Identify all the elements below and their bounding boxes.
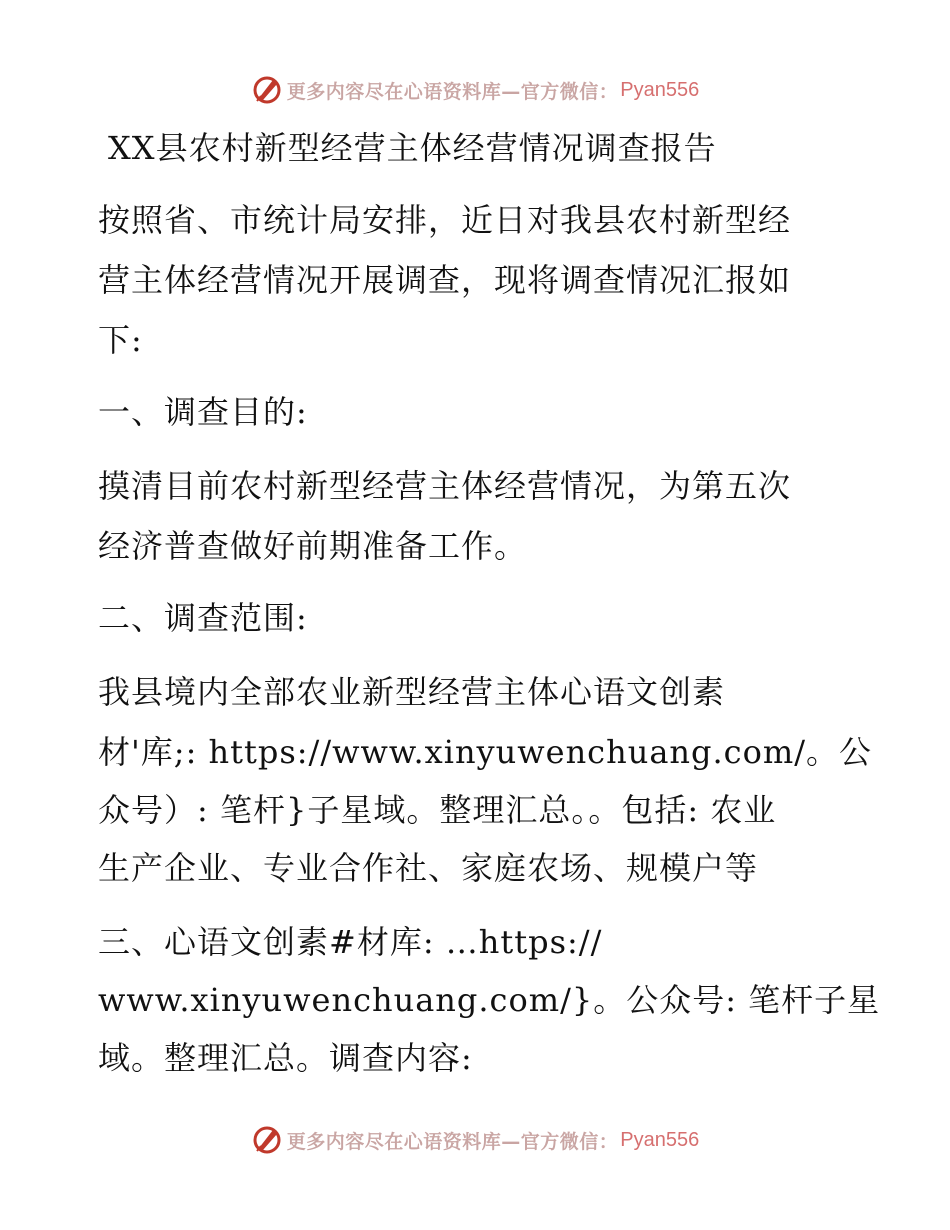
purpose-line-2: 经济普查做好前期准备工作。 — [98, 527, 528, 565]
scope-line-3: 众号）: 笔杆}子星域。整理汇总。。包括: 农业 — [98, 791, 777, 829]
section-heading-3-line-2: www.xinyuwenchuang.com/}。公众号: 笔杆子星 — [98, 981, 881, 1019]
document-title: XX县农村新型经营主体经营情况调查报告 — [108, 129, 717, 167]
section-heading-2: 二、调查范围: — [98, 599, 308, 637]
section-heading-3-line-1: 三、心语文创素#材库: …https:// — [98, 923, 603, 961]
footer-watermark-banner — [0, 1120, 950, 1160]
intro-line-2: 营主体经营情况开展调查，现将调查情况汇报如 — [98, 261, 792, 299]
scope-line-4: 生产企业、专业合作社、家庭农场、规模户等 — [98, 849, 759, 887]
footer-watermark-text: 更多内容尽在心语资料库—官方微信： — [286, 1130, 619, 1153]
intro-line-3: 下: — [98, 321, 143, 359]
scope-line-2: 材'库;: https://www.xinyuwenchuang.com/。公 — [98, 733, 872, 771]
quill-logo-icon — [251, 74, 283, 106]
header-watermark-banner — [0, 70, 950, 110]
header-watermark-id: Pyan556 — [620, 78, 700, 101]
section-heading-3-line-3: 域。整理汇总。调查内容: — [98, 1039, 473, 1077]
section-heading-1: 一、调查目的: — [98, 393, 308, 431]
footer-watermark-id: Pyan556 — [620, 1128, 700, 1151]
scope-line-1: 我县境内全部农业新型经营主体心语文创素 — [98, 673, 726, 711]
quill-logo-icon — [251, 1124, 283, 1156]
header-watermark-text: 更多内容尽在心语资料库—官方微信： — [286, 80, 619, 103]
purpose-line-1: 摸清目前农村新型经营主体经营情况，为第五次 — [98, 467, 792, 505]
intro-line-1: 按照省、市统计局安排，近日对我县农村新型经 — [98, 201, 792, 239]
